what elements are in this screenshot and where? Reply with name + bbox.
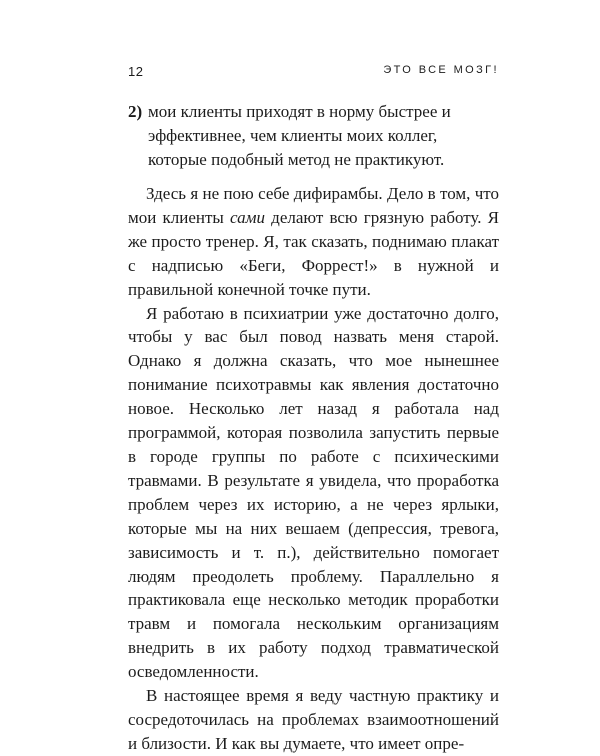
paragraph-1-part-1: Здесь я не пою себе дифирамбы. Дело в том, что мои клиенты xyxy=(128,184,499,227)
paragraph-2: Я работаю в психиатрии уже достаточно долго, чтобы у вас был повод назвать меня старой. Однако я должна сказать, что мое нынешнее понимание психотравмы как явления достаточно новое. Несколько лет назад я работала над программой, которая позволила запустить первые в городе группы по работе с психическими травмами. В результате я увидела, что проработка проблем через их историю, а не через ярлыки, которые мы на них вешаем (депрессия, тревога, зависимость и т. п.), действительно помогает людям преодолеть проблему. Параллельно я практиковала еще несколько методик проработки травм и помогала нескольким организациям внедрить в их работу подход травматической осведомленности. xyxy=(128,303,499,682)
page-number: 12 xyxy=(128,64,144,79)
paragraph-1-part-2: делают всю грязную работу. Я же просто тренер. Я, так сказать, поднимаю плакат с надписью «Беги, Форрест!» в нужной и правильной конечной точке пути. xyxy=(128,207,499,299)
list-item-number: 2) xyxy=(128,102,143,121)
body-text xyxy=(128,182,499,756)
emphasis-word: сами xyxy=(230,207,265,227)
paragraph-1 xyxy=(128,182,499,302)
paragraph-3: В настоящее время я веду частную практику и сосредоточилась на проблемах взаимоотношений и близости. И как вы думаете, что имеет опре- xyxy=(128,686,499,753)
numbered-list-item xyxy=(128,100,499,172)
running-title: ЭТО ВСЕ МОЗГ! xyxy=(383,64,499,76)
page-header xyxy=(128,64,499,84)
list-item-text: мои клиенты приходят в норму быстрее и эффективнее, чем клиенты моих коллег, которые подобный метод не практикуют. xyxy=(148,102,451,169)
